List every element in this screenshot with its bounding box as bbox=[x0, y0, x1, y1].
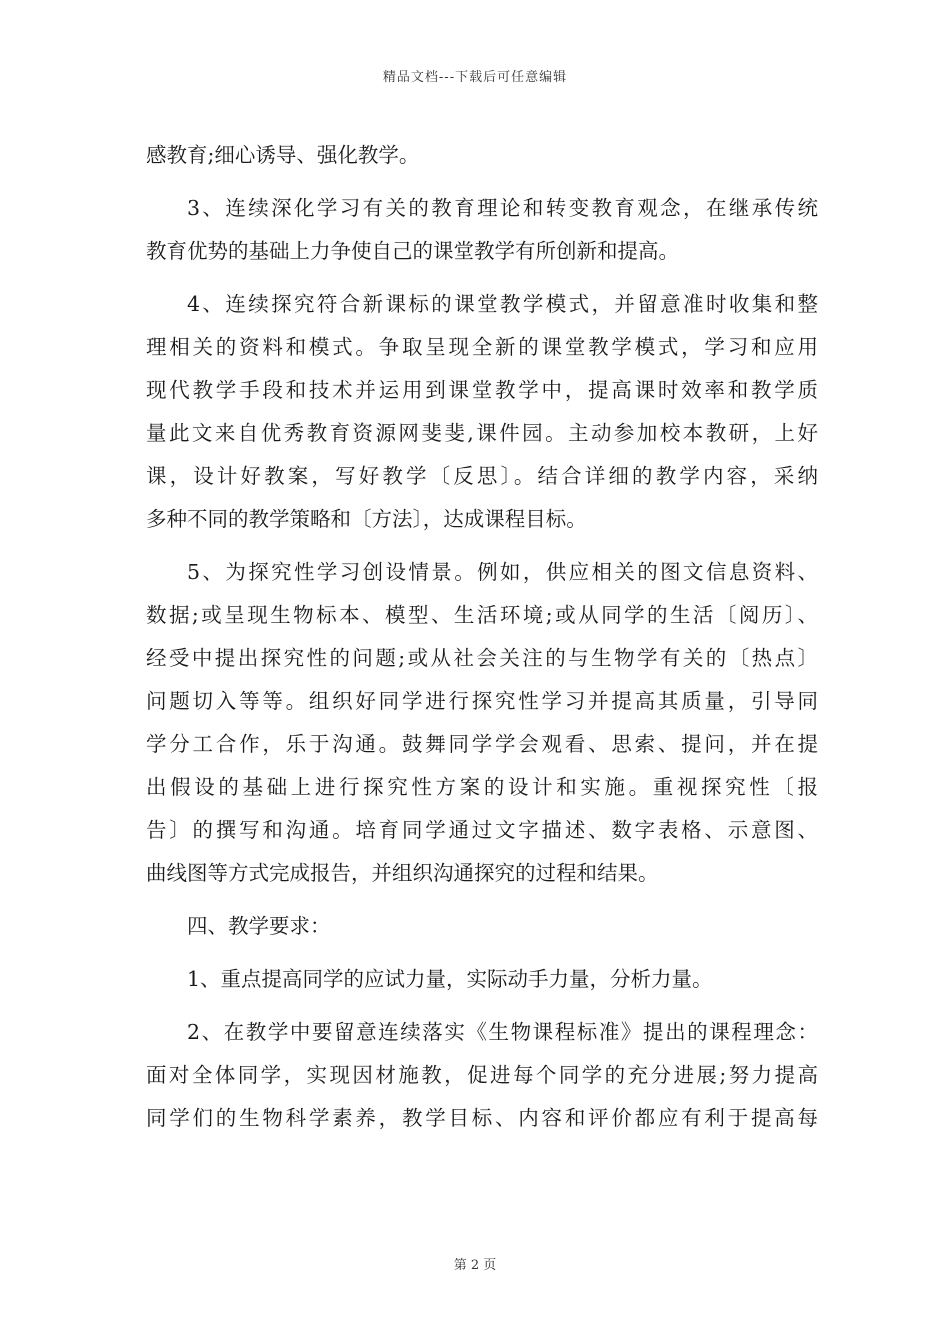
text-line: 学分工合作，乐于沟通。鼓舞同学学会观看、思索、提问，并在提 bbox=[146, 732, 818, 756]
paragraph bbox=[146, 1011, 818, 1140]
text-line: 量此文来自优秀教育资源网斐斐,课件园。主动参加校本教研，上好 bbox=[146, 421, 818, 445]
text-line: 数据;或呈现生物标本、模型、生活环境;或从同学的生活〔阅历〕、 bbox=[146, 603, 818, 627]
text-line: 5、为探究性学习创设情景。例如，供应相关的图文信息资料、 bbox=[187, 560, 818, 584]
text-line: 经受中提出探究性的问题;或从社会关注的与生物学有关的〔热点〕 bbox=[146, 646, 818, 670]
text-line: 四、教学要求： bbox=[187, 914, 331, 938]
document-body bbox=[146, 134, 818, 1150]
text-line: 多种不同的教学策略和〔方法〕，达成课程目标。 bbox=[146, 507, 587, 531]
text-line: 1、重点提高同学的应试力量，实际动手力量，分析力量。 bbox=[187, 967, 713, 991]
text-line: 4、连续探究符合新课标的课堂教学模式，并留意准时收集和整 bbox=[187, 292, 818, 316]
text-line: 现代教学手段和技术并运用到课堂教学中，提高课时效率和教学质 bbox=[146, 378, 818, 402]
paragraph bbox=[146, 187, 818, 273]
text-line: 教育优势的基础上力争使自己的课堂教学有所创新和提高。 bbox=[146, 239, 679, 263]
section-heading bbox=[146, 905, 818, 948]
page-number: 第 2 页 bbox=[453, 1258, 497, 1273]
text-line: 理相关的资料和模式。争取呈现全新的课堂教学模式，学习和应用 bbox=[146, 335, 818, 359]
text-line: 曲线图等方式完成报告，并组织沟通探究的过程和结果。 bbox=[146, 861, 659, 885]
text-line: 告〕的撰写和沟通。培育同学通过文字描述、数字表格、示意图、 bbox=[146, 818, 818, 842]
text-line: 课，设计好教案，写好教学〔反思〕。结合详细的教学内容，采纳 bbox=[146, 464, 818, 488]
text-line: 出假设的基础上进行探究性方案的设计和实施。重视探究性〔报 bbox=[146, 775, 818, 799]
text-line: 同学们的生物科学素养，教学目标、内容和评价都应有利于提高每 bbox=[146, 1106, 818, 1130]
text-line: 感教育;细心诱导、强化教学。 bbox=[146, 143, 420, 167]
paragraph bbox=[146, 958, 818, 1001]
paragraph bbox=[146, 134, 818, 177]
paragraph bbox=[146, 551, 818, 895]
text-line: 面对全体同学，实现因材施教，促进每个同学的充分进展;努力提高 bbox=[146, 1063, 818, 1087]
text-line: 问题切入等等。组织好同学进行探究性学习并提高其质量，引导同 bbox=[146, 689, 818, 713]
page-header: 精品文档---下载后可任意编辑 bbox=[382, 70, 568, 85]
paragraph bbox=[146, 283, 818, 541]
text-line: 3、连续深化学习有关的教育理论和转变教育观念，在继承传统 bbox=[187, 196, 818, 220]
text-line: 2、在教学中要留意连续落实《生物课程标准》提出的课程理念： bbox=[187, 1020, 818, 1044]
